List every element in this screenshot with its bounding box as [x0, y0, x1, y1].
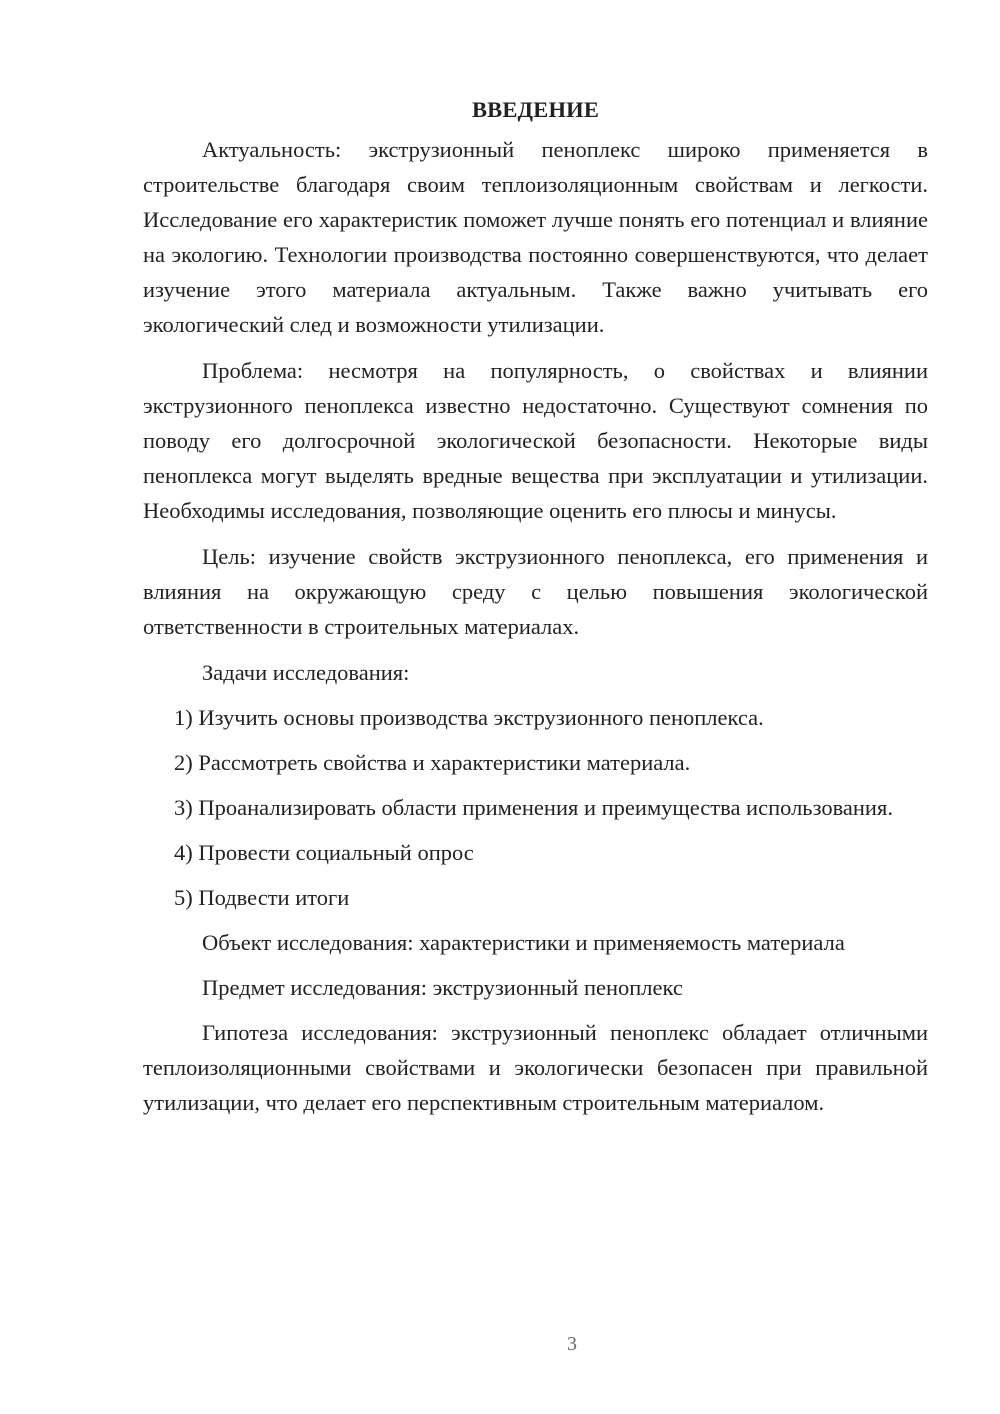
problem-paragraph: Проблема: несмотря на популярность, о свойствах и влиянии экструзионного пеноплекса известно недостаточно. Существуют сомнения по поводу его долгосрочной экологической безопасности. Некоторые виды пеноплекса могут выделять вредные вещества при эксплуатации и утилизации. Необходимы исследования, позволяющие оценить его плюсы и минусы. [143, 358, 928, 523]
task-item: 2) Рассмотреть свойства и характеристики материала. [174, 750, 691, 775]
task-list [143, 700, 928, 915]
research-subject: Предмет исследования: экструзионный пеноплекс [202, 975, 683, 1000]
task-item: 4) Провести социальный опрос [174, 840, 474, 865]
page-number: 3 [567, 1333, 577, 1355]
task-item: 1) Изучить основы производства экструзионного пеноплекса. [174, 705, 764, 730]
relevance-paragraph: Актуальность: экструзионный пеноплекс широко применяется в строительстве благодаря своим теплоизоляционным свойствам и легкости. Исследование его характеристик поможет лучше понять его потенциал и влияние на экологию. Технологии производства постоянно совершенствуются, что делает изучение этого материала актуальным. Также важно учитывать его экологический след и возможности утилизации. [143, 137, 928, 337]
goal-paragraph: Цель: изучение свойств экструзионного пеноплекса, его применения и влияния на окружающую среду с целью повышения экологической ответственности в строительных материалах. [143, 544, 928, 639]
document-page [143, 92, 928, 1131]
research-object: Объект исследования: характеристики и применяемость материала [202, 930, 845, 955]
section-title: ВВЕДЕНИЕ [471, 97, 600, 122]
task-item: 3) Проанализировать области применения и преимущества использования. [174, 795, 893, 820]
research-hypothesis: Гипотеза исследования: экструзионный пеноплекс обладает отличными теплоизоляционными свойствами и экологически безопасен при правильной утилизации, что делает его перспективным строительным материалом. [143, 1020, 928, 1115]
task-item: 5) Подвести итоги [174, 885, 350, 910]
tasks-heading: Задачи исследования: [202, 660, 410, 685]
